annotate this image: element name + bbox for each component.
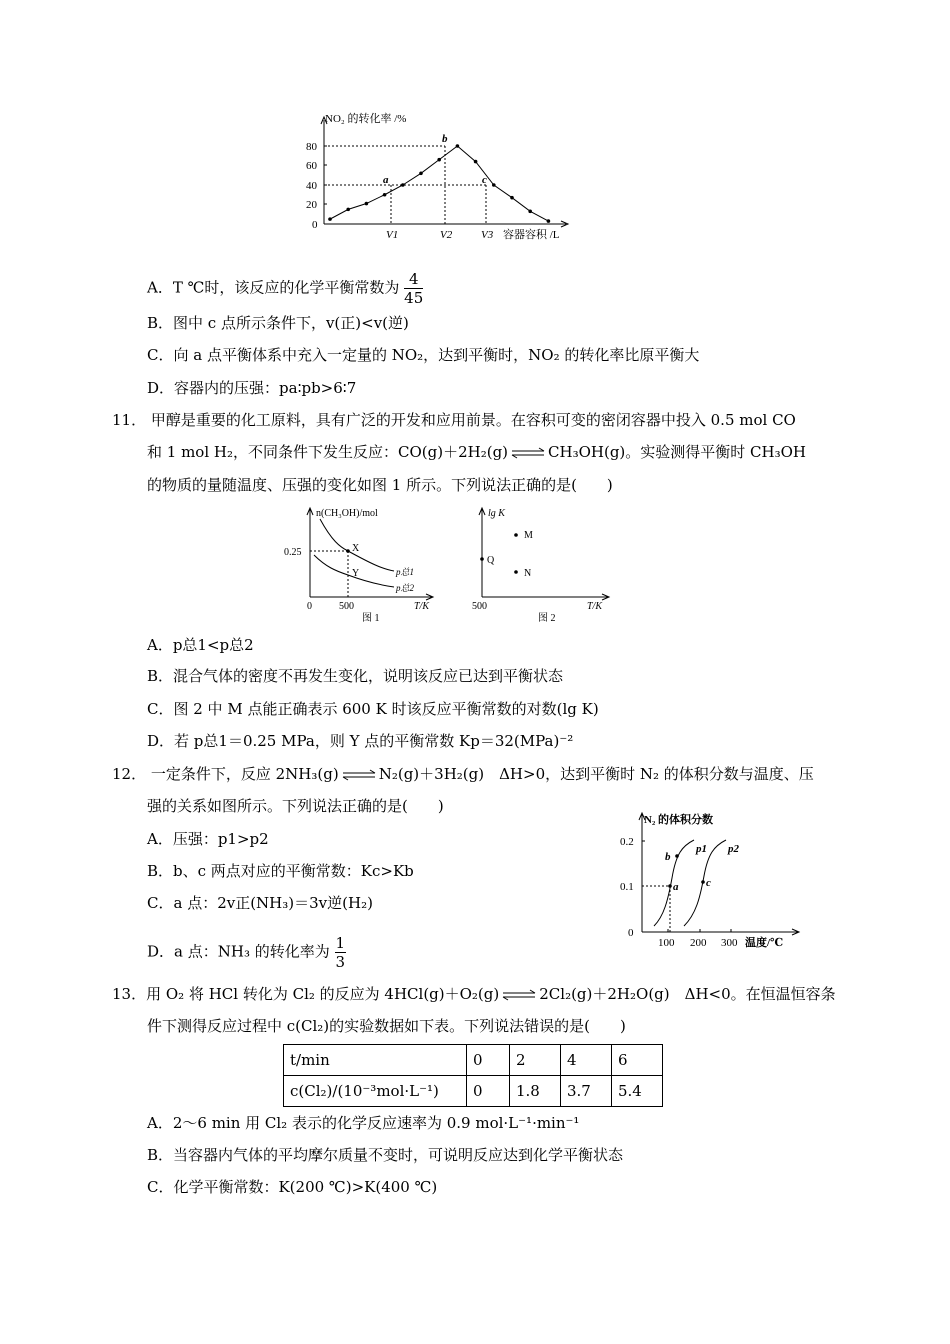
q12-fig-xtick: 300: [721, 937, 738, 949]
q11-fig2-xlabel: T/K: [587, 601, 603, 612]
q10-ylabel: NO₂ 的转化率 /%: [325, 113, 407, 125]
q13-stem-line1: 13．用 O₂ 将 HCl 转化为 Cl₂ 的反应为 4HCl(g)＋O₂(g) 2Cl₂(g)＋2H₂O(g) ΔH<0。在恒温恒容条: [112, 985, 836, 1003]
q10-series-line: [330, 146, 548, 221]
q10-xtick: V1: [386, 229, 399, 241]
q10-option-d: D．容器内的压强：pa∶pb>6∶7: [147, 379, 357, 397]
q11-fig1-ylabel: n(CH₃OH)/mol: [316, 508, 378, 519]
q12-option-d: D．a 点：NH₃ 的转化率为 $\frac{1}{3}$: [147, 934, 346, 971]
q11-fig2-xtick: 500: [472, 601, 487, 612]
q11-fig1-p1: p总1: [396, 567, 415, 577]
q12-fig-p2: p2: [728, 843, 739, 855]
q11-fig2-ylabel: lg K: [488, 508, 505, 519]
table-cell: 5.4: [612, 1076, 663, 1107]
q11-figure-2: [470, 505, 615, 625]
table-row: [284, 1076, 663, 1107]
q12-fig-ytick: 0.2: [620, 836, 634, 848]
q11-fig2-point-q: Q: [487, 555, 495, 566]
equilibrium-arrow-icon: [342, 769, 376, 781]
table-cell: 3.7: [561, 1076, 612, 1107]
q12-fig-point-b: b: [665, 851, 671, 863]
q11-fig1-xtick: 500: [339, 601, 354, 612]
q11-fig2-point-m: M: [524, 530, 533, 541]
q10-option-a: A．T ℃时，该反应的化学平衡常数为 $\frac{4}{45}$: [147, 270, 424, 307]
table-cell: t/min: [284, 1045, 467, 1076]
q10-xtick: V2: [440, 229, 453, 241]
q11-option-b: B．混合气体的密度不再发生变化，说明该反应已达到平衡状态: [147, 667, 564, 685]
q12-fig-ytick: 0: [628, 927, 634, 939]
q10-figure: [296, 112, 586, 244]
q12-fig-point-a: a: [673, 881, 679, 893]
q12-stem-line2: 强的关系如图所示。下列说法正确的是( ): [147, 797, 444, 815]
q11-fig2-point-n: N: [524, 568, 532, 579]
q11-fig1-xlabel: T/K: [414, 601, 430, 612]
table-cell: 2: [510, 1045, 561, 1076]
q10-ytick: 40: [306, 180, 317, 192]
q12-fig-point-c: c: [706, 877, 711, 889]
q12-fig-ylabel: N₂ 的体积分数: [644, 814, 713, 826]
q10-ytick: 0: [312, 219, 318, 231]
q10-data-point: [365, 202, 369, 206]
q11-stem-line2: 和 1 mol H₂，不同条件下发生反应：CO(g)＋2H₂(g) CH₃OH(g)。实验测得平衡时 CH₃OH: [147, 443, 807, 461]
q13-option-c: C．化学平衡常数：K(200 ℃)>K(400 ℃): [147, 1178, 438, 1196]
q10-data-point: [437, 158, 441, 162]
q11-stem-line3: 的物质的量随温度、压强的变化如图 1 所示。下列说法正确的是( ): [147, 476, 613, 494]
q10-data-point: [528, 210, 532, 214]
q12-stem-line1: 12． 一定条件下，反应 2NH₃(g) N₂(g)＋3H₂(g) ΔH>0，达到平衡时 N₂ 的体积分数与温度、压: [112, 765, 814, 783]
equilibrium-arrow-icon: [502, 989, 536, 1001]
q10-xlabel: 容器容积 /L: [503, 229, 560, 241]
q12-fig-ytick: 0.1: [620, 881, 634, 893]
q10-point-c: c: [482, 174, 487, 186]
q11-stem-line1: 11． 甲醇是重要的化工原料，具有广泛的开发和应用前景。在容积可变的密闭容器中投入 0.5 mol CO: [112, 411, 796, 429]
q10-data-point: [401, 183, 405, 187]
q13-option-a: A．2～6 min 用 Cl₂ 表示的化学反应速率为 0.9 mol·L⁻¹·min⁻¹: [147, 1114, 580, 1132]
q12-fig-xtick: 100: [658, 937, 675, 949]
q13-stem-line2: 件下测得反应过程中 c(Cl₂)的实验数据如下表。下列说法错误的是( ): [147, 1017, 626, 1035]
q12-option-c: C．a 点：2v正(NH₃)＝3v逆(H₂): [147, 894, 373, 912]
q10-a-numerator: 4: [404, 270, 423, 289]
q12-fig-xlabel: 温度/℃: [745, 937, 784, 949]
q10-data-point: [510, 196, 514, 200]
q10-data-point: [383, 193, 387, 197]
q12-option-a: A．压强：p1>p2: [147, 830, 269, 848]
q10-point-b: b: [442, 133, 448, 145]
q10-point-a: a: [383, 174, 389, 186]
q10-data-point: [474, 160, 478, 164]
q11-fig1-origin: 0: [307, 601, 312, 612]
table-cell: 0: [467, 1045, 510, 1076]
q12-d-numerator: 1: [335, 934, 346, 952]
q11-option-d: D．若 p总1＝0.25 MPa，则 Y 点的平衡常数 Kp＝32(MPa)⁻²: [147, 732, 574, 750]
q10-option-b: B．图中 c 点所示条件下，v(正)<v(逆): [147, 314, 409, 332]
q10-data-point: [492, 183, 496, 187]
q11-fig1-caption: 图 1: [362, 613, 380, 624]
q13-data-table: [283, 1044, 663, 1107]
q11-fig1-point-x: X: [352, 543, 360, 554]
table-cell: 6: [612, 1045, 663, 1076]
q10-xtick: V3: [481, 229, 494, 241]
q10-ytick: 20: [306, 199, 317, 211]
q12-figure: [618, 808, 808, 950]
table-cell: 4: [561, 1045, 612, 1076]
q13-option-b: B．当容器内气体的平均摩尔质量不变时，可说明反应达到化学平衡状态: [147, 1146, 624, 1164]
q11-figure-1: [282, 505, 442, 625]
table-cell: 0: [467, 1076, 510, 1107]
q10-data-point: [547, 219, 551, 223]
q10-data-point: [456, 144, 460, 148]
q10-data-point: [346, 208, 350, 212]
q11-fig1-point-y: Y: [352, 568, 360, 579]
q10-ytick: 60: [306, 160, 317, 172]
table-row: [284, 1045, 663, 1076]
q10-data-point: [328, 217, 332, 221]
q10-a-denominator: 45: [404, 289, 424, 307]
q10-option-c: C．向 a 点平衡体系中充入一定量的 NO₂，达到平衡时，NO₂ 的转化率比原平衡大: [147, 346, 700, 364]
q11-fig2-caption: 图 2: [538, 613, 556, 624]
q11-fig1-ytick: 0.25: [284, 547, 302, 558]
q12-option-b: B．b、c 两点对应的平衡常数：Kc>Kb: [147, 862, 414, 880]
q11-option-c: C．图 2 中 M 点能正确表示 600 K 时该反应平衡常数的对数(lg K): [147, 700, 599, 718]
equilibrium-arrow-icon: [511, 447, 545, 459]
q10-data-point: [419, 172, 423, 176]
table-cell: c(Cl₂)/(10⁻³mol·L⁻¹): [284, 1076, 467, 1107]
q10-ytick: 80: [306, 141, 317, 153]
q12-fig-p1: p1: [696, 843, 707, 855]
q12-fig-xtick: 200: [690, 937, 707, 949]
q11-option-a: A．p总1<p总2: [147, 636, 254, 654]
q11-fig1-p2: p总2: [396, 583, 415, 593]
table-cell: 1.8: [510, 1076, 561, 1107]
q12-d-denominator: 3: [335, 953, 346, 971]
